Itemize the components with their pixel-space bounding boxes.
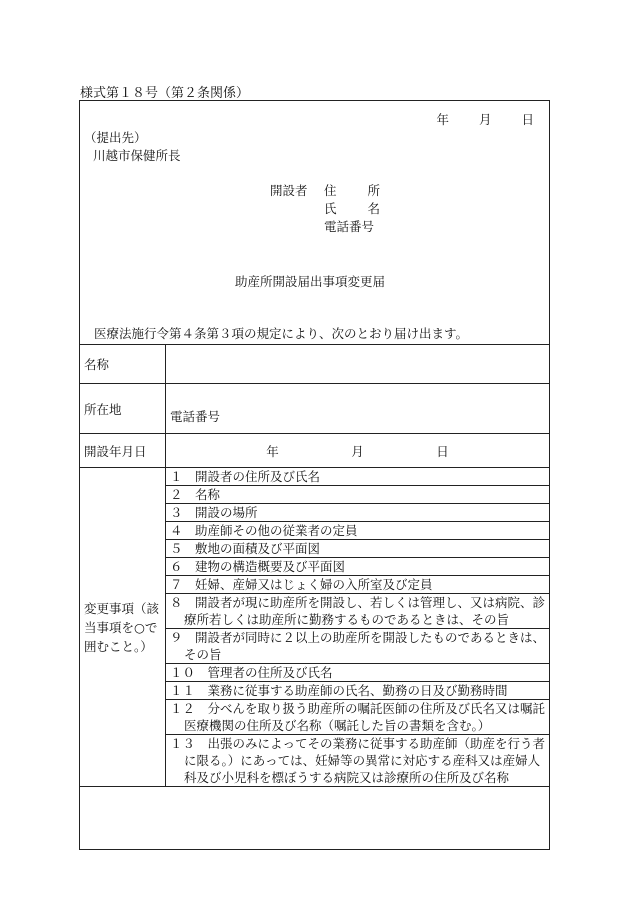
change-items-label: 変更事項（該当事項を○で囲むこと。） xyxy=(80,468,166,787)
change-item[interactable]: １ 開設者の住所及び氏名 xyxy=(166,468,549,486)
change-item[interactable]: ２ 名称 xyxy=(166,486,549,504)
open-date-label: 開設年月日 xyxy=(80,434,166,468)
details-table xyxy=(79,344,550,787)
change-item[interactable]: ５ 敷地の面積及び平面図 xyxy=(166,540,549,558)
date-year-unit: 年 xyxy=(436,112,449,127)
change-item[interactable]: ３ 開設の場所 xyxy=(166,504,549,522)
change-item[interactable]: ６ 建物の構造概要及び平面図 xyxy=(166,558,549,576)
name-field[interactable] xyxy=(166,345,550,384)
open-date-month-unit: 月 xyxy=(351,443,364,459)
change-item[interactable]: ８ 開設者が現に助産所を開設し、若しくは管理し、又は病院、診療所若しくは助産所に勤務するものであるときは、その旨 xyxy=(166,594,549,629)
change-item[interactable]: ７ 妊婦、産婦又はじょく婦の入所室及び定員 xyxy=(166,576,549,594)
date-month-unit: 月 xyxy=(478,112,492,127)
change-item[interactable]: １０ 管理者の住所及び氏名 xyxy=(166,664,549,682)
location-label: 所在地 xyxy=(80,384,166,434)
open-date-day-unit: 日 xyxy=(436,443,449,459)
document-title: 助産所開設届出事項変更届 xyxy=(235,274,386,289)
date-day-unit: 日 xyxy=(521,112,534,127)
change-item[interactable]: ４ 助産師その他の従業者の定員 xyxy=(166,522,549,540)
applicant-phone-label: 電話番号 xyxy=(324,219,375,234)
submission-label: （提出先） xyxy=(84,130,147,145)
location-phone-label: 電話番号 xyxy=(170,408,221,424)
location-field[interactable] xyxy=(166,384,550,434)
applicant-block xyxy=(270,182,380,236)
applicant-name-label: 氏 名 xyxy=(324,201,380,216)
change-items-list xyxy=(166,468,549,786)
change-item[interactable]: １３ 出張のみによってその業務に従事する助産師（助産を行う者に限る。）にあっては、妊婦等の異常に対応する産科又は産婦人科及び小児科を標ぼうする病院又は診療所の住所及び名称 xyxy=(170,736,546,785)
form-number: 様式第１８号（第２条関係） xyxy=(80,86,250,101)
applicant-role: 開設者 xyxy=(270,183,308,198)
open-date-year-unit: 年 xyxy=(266,443,279,459)
name-label: 名称 xyxy=(80,345,166,384)
change-item[interactable]: １２ 分べんを取り扱う助産所の嘱託医師の住所及び氏名又は嘱託医療機関の住所及び名称（嘱託した旨の書類を含む。） xyxy=(166,700,549,735)
submission-recipient: 川越市保健所長 xyxy=(93,148,181,163)
applicant-address-label: 住 所 xyxy=(324,183,380,198)
statement-text: 医療法施行令第４条第３項の規定により、次のとおり届け出ます。 xyxy=(94,326,469,341)
submission-date xyxy=(436,110,534,128)
change-item[interactable]: １１ 業務に従事する助産師の氏名、勤務の日及び勤務時間 xyxy=(166,682,549,700)
open-date-field[interactable] xyxy=(166,434,550,468)
change-items-cell xyxy=(166,468,550,787)
change-item[interactable]: ９ 開設者が同時に２以上の助産所を開設したものであるときは、その旨 xyxy=(166,629,549,664)
